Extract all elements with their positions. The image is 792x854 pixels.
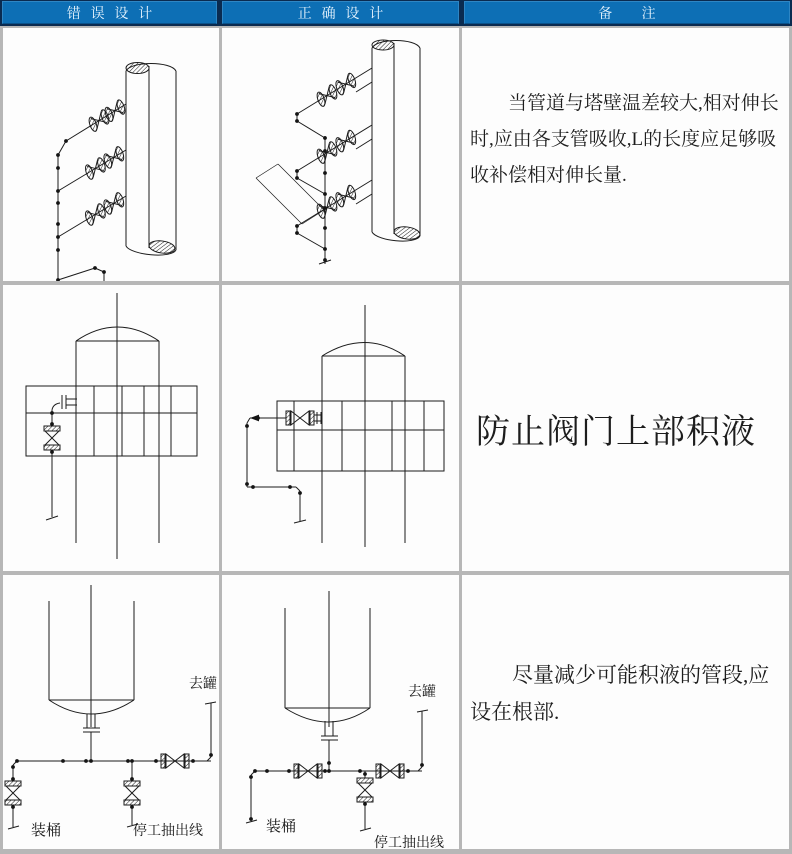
label-to-tank: 去罐	[189, 677, 217, 692]
note-cell-row2	[462, 285, 789, 571]
vessel-platform-correct-drawing	[222, 285, 459, 571]
pipe-junction-dots	[249, 761, 424, 821]
note-text-row3: 尽量减少可能积液的管段,应设在根部.	[470, 663, 770, 724]
platform-grid	[277, 401, 444, 471]
drawing-cell-row3-wrong	[3, 575, 219, 849]
header-and-branches	[5, 702, 216, 829]
note-text-row2: 防止阀门上部积液	[476, 413, 756, 451]
vessel-bottom-piping-wrong-drawing	[3, 575, 219, 849]
vessel-platform-wrong-drawing	[3, 285, 219, 571]
drawing-cell-row2-wrong	[3, 285, 219, 571]
branch-piping	[58, 98, 129, 280]
vessel-with-dome	[76, 293, 159, 559]
vessel-with-dome	[322, 305, 405, 547]
table-body	[0, 26, 792, 854]
note-cell-row3	[462, 575, 789, 849]
header-and-branches	[246, 710, 428, 831]
note-text-row1: 当管道与塔壁温差较大,相对伸长时,应由各支管吸收,L的长度应足够吸收补偿相对伸长量.	[470, 93, 779, 187]
drawing-cell-row3-correct	[222, 575, 459, 849]
vessel-bottom-piping-correct-drawing	[222, 575, 459, 849]
tower-column	[126, 63, 176, 256]
header-cell-notes	[464, 1, 790, 24]
drawing-cell-row1-wrong	[3, 28, 219, 281]
nozzle-valve-and-piping	[245, 411, 322, 523]
label-to-tank: 去罐	[408, 685, 436, 700]
branch-piping-with-loops	[297, 68, 372, 264]
label-shutdown-drawoff-line: 停工抽出线	[133, 824, 203, 839]
header-label-correct-design: 正确设计	[297, 4, 393, 21]
isometric-tower-piping-correct-drawing	[222, 28, 459, 281]
nozzle-and-valve	[44, 395, 77, 520]
table-header-row	[0, 0, 792, 26]
vessel-dished-bottom	[49, 585, 134, 761]
vessel-dished-bottom	[285, 591, 370, 771]
header-cell-wrong-design	[2, 1, 217, 24]
header-cell-correct-design	[222, 1, 459, 24]
tower-column	[372, 40, 421, 241]
drawing-cell-row1-correct	[222, 28, 459, 281]
label-barrel-filling: 装桶	[266, 819, 297, 835]
note-cell-row1	[462, 28, 789, 281]
isometric-tower-piping-wrong-drawing	[3, 28, 219, 281]
dimension-lines-L	[256, 164, 324, 224]
pipe-junction-dots	[295, 112, 327, 262]
header-label-notes: 备注	[598, 4, 686, 21]
drawing-cell-row2-correct	[222, 285, 459, 571]
bottom-drain-piping	[58, 268, 110, 281]
label-barrel-filling: 装桶	[31, 823, 62, 839]
header-label-wrong-design: 错误设计	[66, 4, 162, 21]
label-shutdown-drawoff-line: 停工抽出线	[374, 836, 444, 849]
